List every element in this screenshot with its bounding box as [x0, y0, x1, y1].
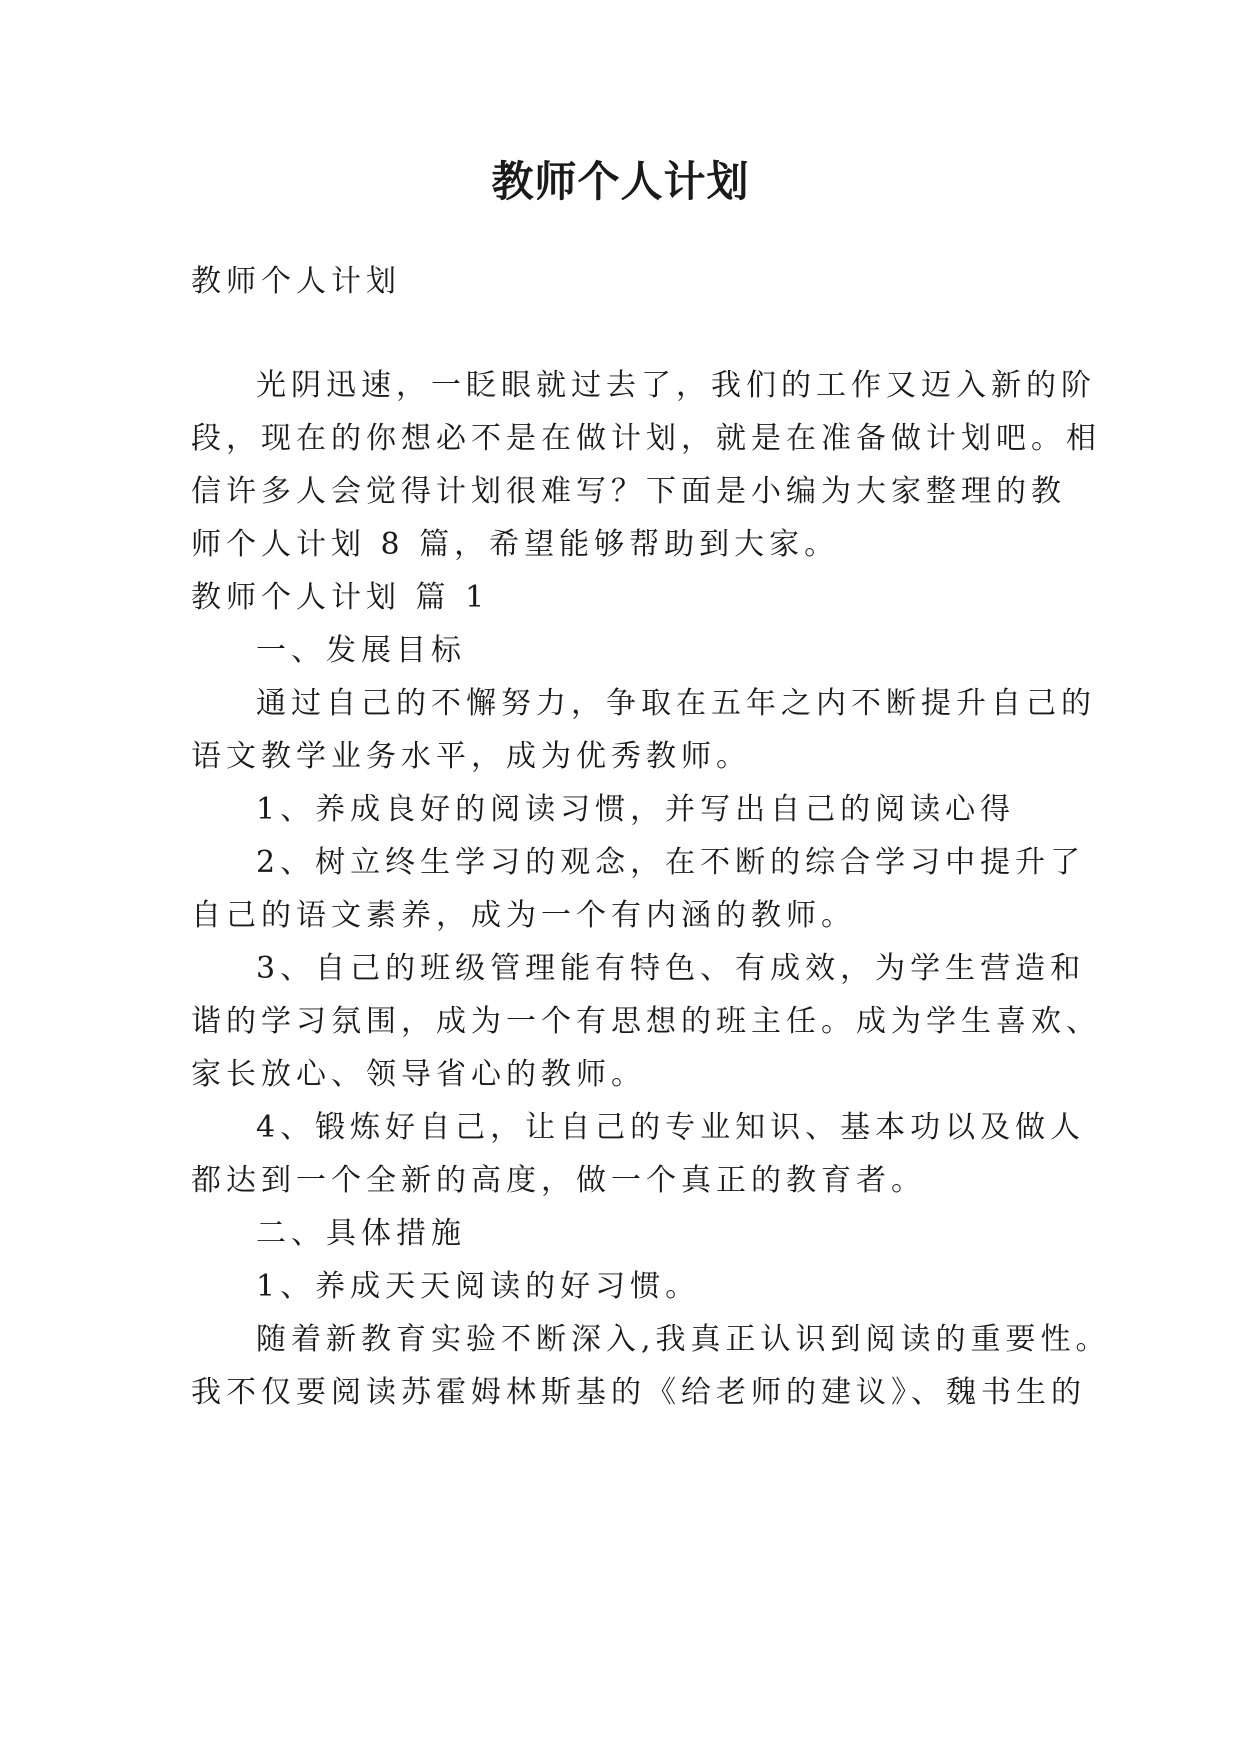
- paragraph-line: 通过自己的不懈努力，争取在五年之内不断提升自己的: [256, 686, 1096, 721]
- paragraph-line: 我不仅要阅读苏霍姆林斯基的《给老师的建议》、魏书生的: [191, 1375, 1086, 1410]
- subheading-line: 二、具体措施: [256, 1216, 466, 1251]
- list-item-line: 2、树立终生学习的观念，在不断的综合学习中提升了: [256, 845, 1086, 880]
- paragraph-line: 光阴迅速，一眨眼就过去了，我们的工作又迈入新的阶: [256, 368, 1096, 403]
- paragraph-line: 谐的学习氛围，成为一个有思想的班主任。成为学生喜欢、: [191, 1004, 1101, 1039]
- list-item-line: 4、锻炼好自己，让自己的专业知识、基本功以及做人: [256, 1110, 1086, 1145]
- list-item-line: 3、自己的班级管理能有特色、有成效，为学生营造和: [256, 951, 1086, 986]
- paragraph-line: 家长放心、领导省心的教师。: [191, 1057, 646, 1092]
- subtitle-line: 教师个人计划: [191, 264, 401, 299]
- paragraph-line: 都达到一个全新的高度，做一个真正的教育者。: [191, 1163, 926, 1198]
- paragraph-line: 随着新教育实验不断深入,我真正认识到阅读的重要性。: [256, 1322, 1111, 1357]
- paragraph-line: 信许多人会觉得计划很难写？下面是小编为大家整理的教: [191, 474, 1066, 509]
- paragraph-line: 自己的语文素养，成为一个有内涵的教师。: [191, 898, 856, 933]
- list-item-line: 1、养成良好的阅读习惯，并写出自己的阅读心得: [256, 792, 1016, 827]
- section-heading: 教师个人计划 篇 1: [191, 580, 490, 615]
- paragraph-line: 段，现在的你想必不是在做计划，就是在准备做计划吧。相: [191, 421, 1101, 456]
- paragraph-line: 师个人计划 8 篇，希望能够帮助到大家。: [191, 527, 840, 562]
- document-title: 教师个人计划: [491, 157, 750, 206]
- list-item-line: 1、养成天天阅读的好习惯。: [256, 1269, 701, 1304]
- paragraph-line: 语文教学业务水平，成为优秀教师。: [191, 739, 751, 774]
- subheading-line: 一、发展目标: [256, 633, 466, 668]
